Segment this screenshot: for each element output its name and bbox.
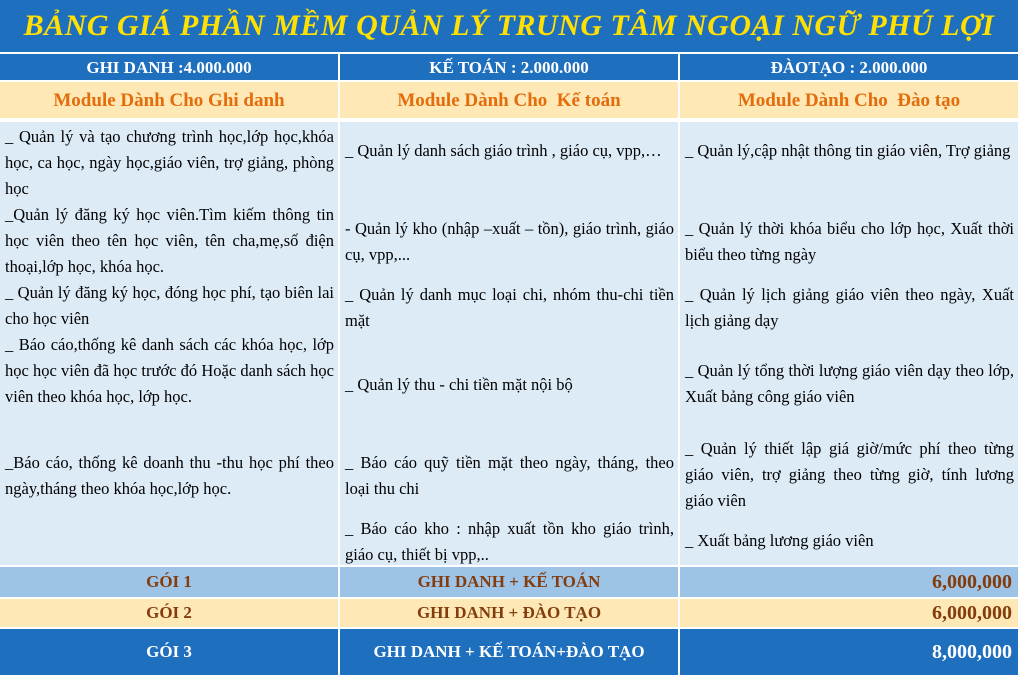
feature-item: _ Báo cáo quỹ tiền mặt theo ngày, tháng, theo loại thu chi (345, 453, 674, 498)
package-row-3 (0, 627, 1018, 675)
package-row-2 (0, 597, 1018, 627)
header-ke-toan: KẾ TOÁN : 2.000.000 (340, 52, 678, 80)
package-price: 6,000,000 (680, 565, 1018, 597)
feature-item: _ Quản lý danh mục loại chi, nhóm thu-chi tiền mặt (345, 285, 674, 330)
feature-item: _Quản lý đăng ký học viên.Tìm kiếm thông tin học viên theo tên học viên, tên cha,mẹ,số điện thoại,lớp học, khóa học. (5, 205, 334, 276)
package-name: GÓI 3 (0, 627, 338, 675)
features-ke-toan (340, 120, 678, 565)
feature-item: - Quản lý kho (nhập –xuất – tồn), giáo trình, giáo cụ, vpp,... (345, 219, 674, 264)
page-title: BẢNG GIÁ PHẦN MỀM QUẢN LÝ TRUNG TÂM NGOẠI NGỮ PHÚ LỢI (0, 0, 1018, 52)
package-combo: GHI DANH + KẾ TOÁN+ĐÀO TẠO (340, 627, 678, 675)
feature-item: _ Quản lý thiết lập giá giờ/mức phí theo từng giáo viên, trợ giảng theo từng giờ, tính lương giáo viên (685, 439, 1014, 510)
module-title-ghi-danh: Module Dành Cho Ghi danh (0, 80, 338, 118)
features-dao-tao (680, 120, 1018, 565)
package-combo: GHI DANH + KẾ TOÁN (340, 565, 678, 597)
feature-item: _ Xuất bảng lương giáo viên (685, 531, 874, 550)
feature-item: _ Quản lý danh sách giáo trình , giáo cụ, vpp,… (345, 141, 662, 160)
feature-item: _ Báo cáo,thống kê danh sách các khóa học, lớp học học viên đã học trước đó Hoặc danh sách học viên theo khóa học, lớp học. (5, 335, 334, 406)
feature-item: _ Quản lý tổng thời lượng giáo viên dạy theo lớp, Xuất bảng công giáo viên (685, 361, 1014, 406)
feature-item: _Báo cáo, thống kê doanh thu -thu học phí theo ngày,tháng theo khóa học,lớp học. (5, 453, 334, 498)
package-combo: GHI DANH + ĐÀO TẠO (340, 597, 678, 627)
feature-item: _ Quản lý thu - chi tiền mặt nội bộ (345, 375, 573, 394)
feature-item: _ Quản lý lịch giảng giáo viên theo ngày, Xuất lịch giảng dạy (685, 285, 1014, 330)
feature-item: _ Báo cáo kho : nhập xuất tồn kho giáo trình, giáo cụ, thiết bị vpp,.. (345, 519, 674, 564)
package-name: GÓI 1 (0, 565, 338, 597)
feature-item: _ Quản lý và tạo chương trình học,lớp học,khóa học, ca học, ngày học,giáo viên, trợ giảng, phòng học (5, 127, 334, 198)
package-price: 8,000,000 (680, 627, 1018, 675)
package-name: GÓI 2 (0, 597, 338, 627)
module-title-dao-tao: Module Dành Cho Đào tạo (680, 80, 1018, 118)
header-dao-tao: ĐÀOTẠO : 2.000.000 (680, 52, 1018, 80)
module-title-ke-toan: Module Dành Cho Kế toán (340, 80, 678, 118)
column-headers (0, 52, 1018, 118)
package-price: 6,000,000 (680, 597, 1018, 627)
features-ghi-danh (0, 120, 338, 565)
package-row-1 (0, 565, 1018, 597)
header-ghi-danh: GHI DANH :4.000.000 (0, 52, 338, 80)
feature-item: _ Quản lý đăng ký học, đóng học phí, tạo biên lai cho học viên (5, 283, 334, 328)
feature-item: _ Quản lý thời khóa biểu cho lớp học, Xuất thời biểu theo từng ngày (685, 219, 1014, 264)
feature-item: _ Quản lý,cập nhật thông tin giáo viên, Trợ giảng (685, 141, 1011, 160)
